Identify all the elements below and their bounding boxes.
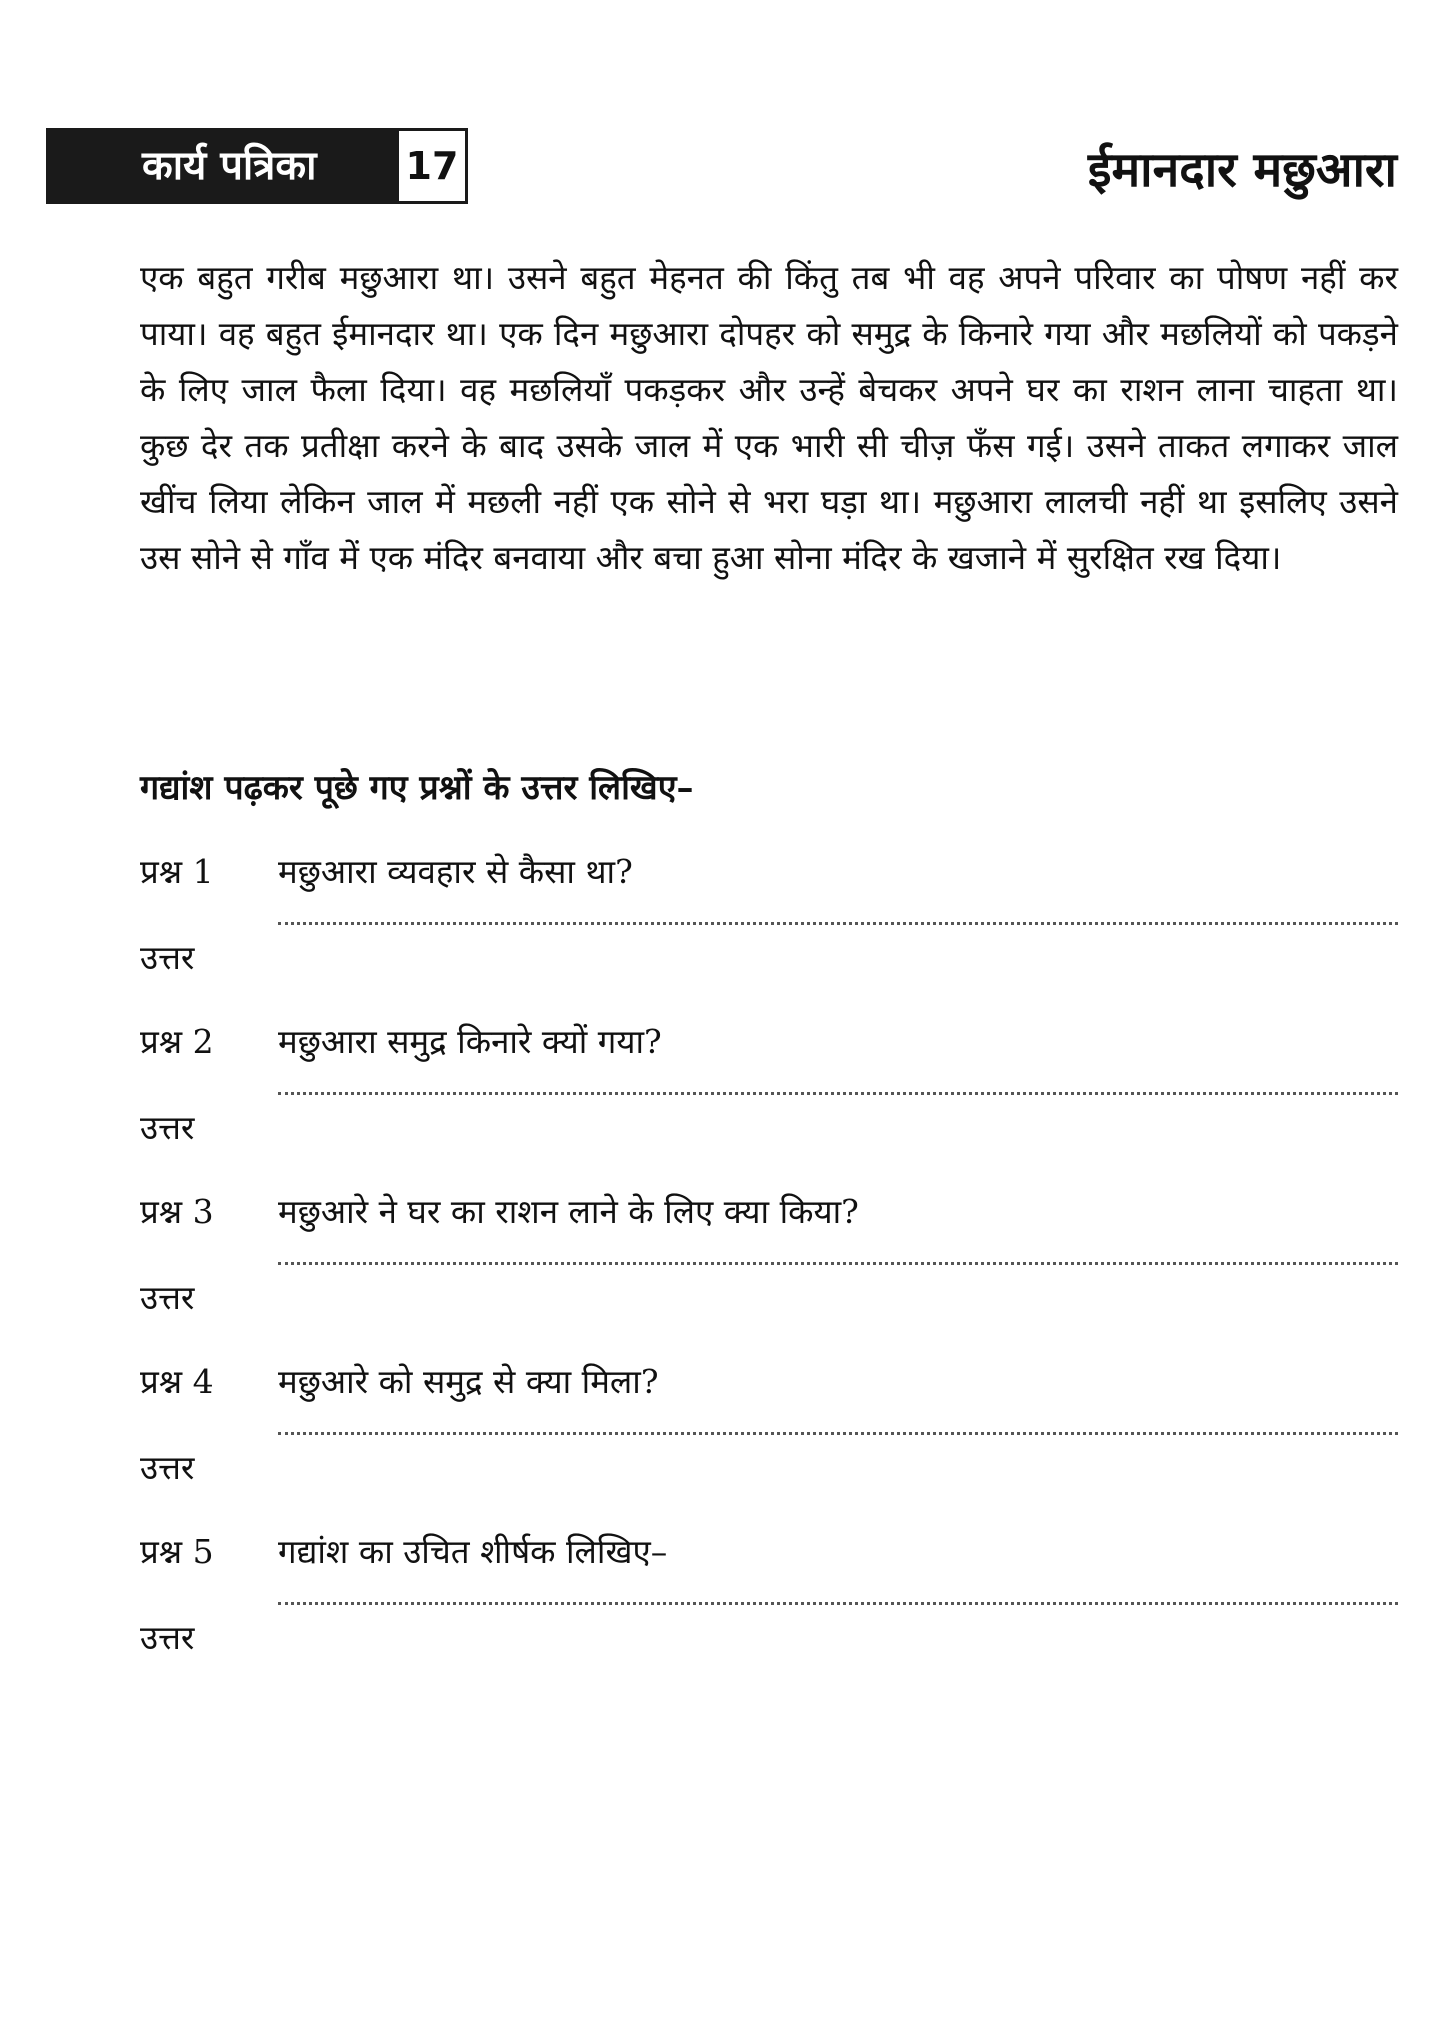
question-text: गद्यांश का उचित शीर्षक लिखिए– xyxy=(278,1532,668,1571)
question-label: प्रश्न 5 xyxy=(140,1532,214,1571)
question-block-1 xyxy=(140,842,1400,1012)
page-title: ईमानदार मछुआरा xyxy=(1087,142,1397,198)
answer-label: उत्तर xyxy=(140,938,195,977)
answer-line[interactable] xyxy=(278,1432,1398,1435)
answer-line[interactable] xyxy=(278,1262,1398,1265)
question-block-2 xyxy=(140,1012,1400,1182)
worksheet-number: 17 xyxy=(396,128,468,204)
answer-label: उत्तर xyxy=(140,1618,195,1657)
question-text: मछुआरा समुद्र किनारे क्यों गया? xyxy=(278,1022,662,1061)
worksheet-label: कार्य पत्रिका xyxy=(46,128,396,204)
question-block-3 xyxy=(140,1182,1400,1352)
answer-label: उत्तर xyxy=(140,1448,195,1487)
answer-label: उत्तर xyxy=(140,1278,195,1317)
question-label: प्रश्न 3 xyxy=(140,1192,214,1231)
question-text: मछुआरा व्यवहार से कैसा था? xyxy=(278,852,633,891)
question-text: मछुआरे को समुद्र से क्या मिला? xyxy=(278,1362,659,1401)
instruction-heading: गद्यांश पढ़कर पूछे गए प्रश्नों के उत्तर लिखिए– xyxy=(140,768,694,808)
answer-label: उत्तर xyxy=(140,1108,195,1147)
question-label: प्रश्न 1 xyxy=(140,852,214,891)
answer-line[interactable] xyxy=(278,922,1398,925)
answer-line[interactable] xyxy=(278,1602,1398,1605)
passage-text: एक बहुत गरीब मछुआरा था। उसने बहुत मेहनत की किंतु तब भी वह अपने परिवार का पोषण नहीं कर पाया। वह बहुत ईमानदार था। एक दिन मछुआरा दोपहर को समुद्र के किनारे गया और मछलियों को पकड़ने के लिए जाल फैला दिया। वह मछलियाँ पकड़कर और उन्हें बेचकर अपने घर का राशन लाना चाहता था। कुछ देर तक प्रतीक्षा करने के बाद उसके जाल में एक भारी सी चीज़ फँस गई। उसने ताकत लगाकर जाल खींच लिया लेकिन जाल में मछली नहीं एक सोने से भरा घड़ा था। मछुआरा लालची नहीं था इसलिए उसने उस सोने से गाँव में एक मंदिर बनवाया और बचा हुआ सोना मंदिर के खजाने में सुरक्षित रख दिया। xyxy=(140,258,1398,577)
question-text: मछुआरे ने घर का राशन लाने के लिए क्या किया? xyxy=(278,1192,859,1231)
question-label: प्रश्न 2 xyxy=(140,1022,214,1061)
question-block-4 xyxy=(140,1352,1400,1522)
answer-line[interactable] xyxy=(278,1092,1398,1095)
question-label: प्रश्न 4 xyxy=(140,1362,214,1401)
question-block-5 xyxy=(140,1522,1400,1692)
